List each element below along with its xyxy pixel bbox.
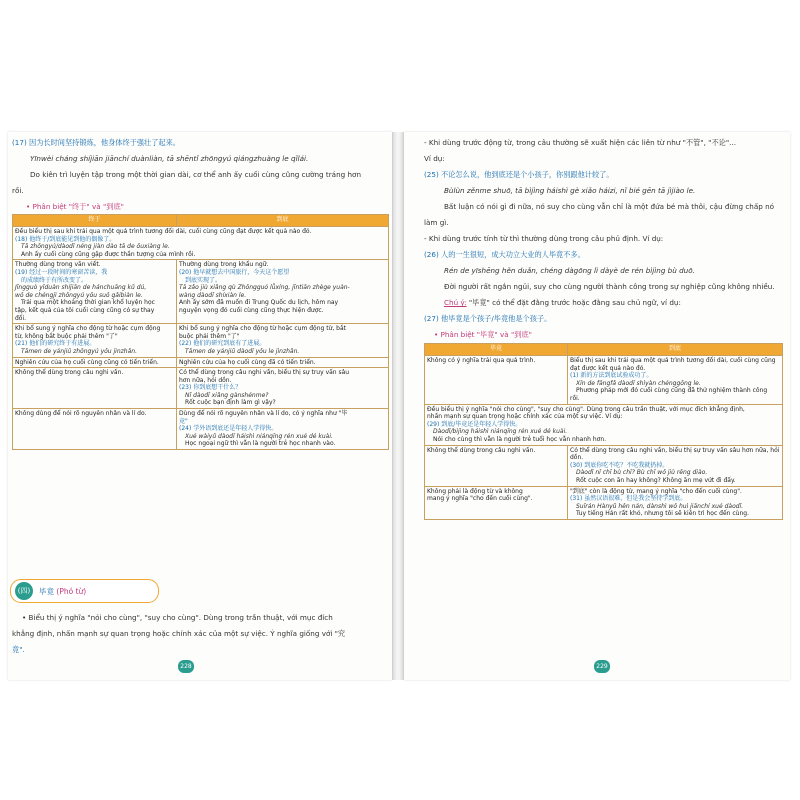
cell-chinese: (31) 虽然汉语很难，但是我会坚持学到底。 [570,495,687,503]
example-27-chinese: (27) 他毕竟是个孩子/毕竟他是个孩子。 [424,314,552,323]
table-row [425,356,783,405]
cell-chinese: 的成绩终于有所改变了。 [21,276,88,284]
cell-pinyin: Tāmen de yánjiū dàodǐ yǒu le jìnzhǎn. [185,347,300,355]
cell-pinyin: wǒ de chéngjì zhōngyú yǒu suǒ gǎibiàn le. [15,291,143,299]
cell-text: mang ý nghĩa "cho đến cuối cùng". [427,495,533,503]
table-row [13,409,389,450]
example-17-vi-1: Do kiên trì luyện tập trong một thời gian dài, cơ thể anh ấy cuối cùng cũng cường tráng hơn [30,170,361,179]
bullet-line-1: • Biểu thị ý nghĩa "nói cho cùng", "suy cho cùng". Dùng trong trần thuật, với mục đích [22,613,333,622]
example-26-vietnamese: Đời người rất ngắn ngủi, suy cho cùng người thành công trong sự nghiệp cũng không nhiều. [444,282,775,291]
cell-text: Anh ấy cuối cùng cũng gặp được thần tượng của mình rồi. [21,250,196,258]
table-header-2: 到底 [177,215,389,227]
table-header-1: 毕竟 [425,344,568,356]
cell-text: đổi. [15,314,27,322]
cell-chinese: (1) 新的方法到底试验成功了。 [570,372,653,380]
cell-pinyin: Tā zǎo jiù xiǎng qù Zhōngguó lǚxíng, jīntiān zhège yuàn- [179,284,350,292]
cell-pinyin: wàng dàodǐ shíxiàn le. [179,291,247,299]
page-right [404,132,790,680]
cell-text: rồi. [570,394,580,402]
cell-text: nguyện vọng đó cuối cùng cũng thực hiện được. [179,306,324,314]
section-label-text [39,586,86,597]
example-25-vi-1: Bất luận có nói gì đi nữa, nó suy cho cùng vẫn chỉ là một đứa bé mà thôi, cậu đừng chấp nó [444,202,775,211]
distinguish-heading-right: • Phân biệt "毕竟" và "到底" [434,330,532,339]
example-17-vi-2: rồi. [12,186,24,195]
cell-text: Thường dùng trong khẩu ngữ. [179,261,269,269]
section-label-chinese: 毕竟 [39,587,54,596]
cell-text: Dùng để nói rõ nguyên nhân và lí do, có ý nghĩa như "毕 [179,410,348,418]
example-26-pinyin: Rén de yīshēng hěn duǎn, chéng dàgōng lì dàyè de rén bìjìng bù duō. [444,266,695,275]
cell-text: Khi bổ sung ý nghĩa cho động từ hoặc cụm động từ, bắt [179,325,347,333]
section-number-badge: (四) [15,582,33,600]
cell-pinyin: Xīn de fāngfǎ dàodǐ shìyàn chénggōng le. [576,379,701,387]
cell-pinyin: Jīngguò yīduàn shíjiān de hánchuāng kǔ dú, [15,284,147,292]
cell-text: Thường dùng trong văn viết. [15,261,101,269]
cell-text: Nghiên cứu của họ cuối cùng cũng có tiến triển. [15,358,159,366]
cell-chinese: 到底实现了。 [185,276,222,284]
cell-pinyin: Nǐ dàodǐ xiǎng gànshénme? [185,391,269,399]
cell-pinyin: Xué wàiyǔ dàodǐ háishì niánqīng rén xué dé kuài. [185,432,333,440]
cell-text: Tuy tiếng Hán rất khó, nhưng tôi sẽ kiên trì học đến cùng. [576,510,750,518]
cell-text: Không dùng để nói rõ nguyên nhân và lí do. [15,410,147,418]
cell-text: nhấn mạnh sự quan trọng hoặc chính xác của một sự việc. Ví dụ: [427,413,623,421]
cell-pinyin: Dàodǐ nǐ chī bù chī? Bù chī wǒ jiù rēng diào. [576,469,708,477]
example-17-pinyin: Yīnwèi cháng shíjiān jiānchí duànliàn, tā shēntǐ zhōngyú qiángzhuàng le qǐlái. [30,154,309,163]
cell-pinyin: Tā zhōngyú/dàodǐ néng jiàn dào tā de ǒuxiàng le. [21,243,170,251]
section-label-type: (Phó từ) [56,587,87,596]
cell-text: Nói cho cùng thì vẫn là người trẻ tuổi học vẫn nhanh hơn. [433,435,607,443]
cell-chinese: 竟" [179,417,188,425]
cell-text: Đều biểu thị ý nghĩa "nói cho cùng", "suy cho cùng". Dùng trong câu trần thuật, với mục đích khẳng định, [427,405,745,413]
cell-chinese: (24) 学外语到底还是年轻人学得快。 [179,425,278,433]
cell-text: hơn nữa, hỏi dồn. [179,376,232,384]
bullet-line-2: khẳng định, nhấn mạnh sự quan trọng hoặc chính xác của một sự việc. Ý nghĩa giống với "究 [12,629,346,638]
note-verb-usage: - Khi dùng trước động từ, trong câu thường sẽ xuất hiện các liên từ như "不管", "不论"... [424,138,736,147]
page-left [8,132,392,680]
cell-text: Không có ý nghĩa trải qua quá trình. [427,357,536,364]
cell-chinese: (23) 你到底想干什么？ [179,384,242,392]
page-number-right: 229 [594,660,610,673]
table-row [425,404,783,445]
page-number-left: 228 [178,660,194,673]
cell-chinese: (18) 他终于/到底能见到他的偶像了。 [15,235,116,243]
comparison-table-left [12,214,389,450]
attention-label: Chú ý: [444,298,467,307]
table-row [13,357,389,368]
cell-chinese: (30) 到底你吃不吃？不吃我就扔掉。 [570,461,669,469]
cell-text: Đều biểu thị sau khi trải qua một quá trình tương đối dài, cuối cùng cũng đạt được kết quả nào đó. [15,228,312,235]
cell-text: Học ngoại ngữ thì vẫn là người trẻ học nhanh vào. [185,440,336,448]
cell-pinyin: Tāmen de yánjiū zhōngyú yǒu jìnzhǎn. [21,347,137,355]
table-row [13,260,389,324]
cell-text: Rốt cuộc con ăn hay không? Không ăn mẹ vứt đi đấy. [576,476,736,484]
attention-text: "毕竟" có thể đặt đằng trước hoặc đằng sau chủ ngữ, ví dụ: [466,298,681,307]
cell-text: Trải qua một khoảng thời gian khổ luyện học [21,299,155,307]
cell-chinese: (22) 他们的研究到底有了进展。 [179,340,266,348]
table-row [13,324,389,357]
cell-pinyin: Dàodǐ/bìjìng háishì niánqīng rén xué dé kuài. [433,428,568,436]
cell-text: Rốt cuộc bạn định làm gì vậy? [185,399,276,407]
note-adjective-usage: - Khi dùng trước tính từ thì thường dùng trong câu phủ định. Ví dụ: [424,234,664,243]
table-header-1: 终于 [13,215,177,227]
cell-text: dồn. [570,454,584,462]
cell-text: tập, kết quả của tôi cuối cùng cũng có sự thay [15,306,155,314]
cell-text: "到底" còn là động từ, mang ý nghĩa "cho đến cuối cùng". [570,487,742,495]
example-17-chinese: (17) 因为长时间坚持锻炼，他身体终于强壮了起来。 [12,138,180,147]
cell-text: Không thể dùng trong câu nghi vấn. [427,446,536,454]
example-25-pinyin: Bùlùn zěnme shuō, tā bìjìng háishì gè xiǎo háizi, nǐ bié gēn tā jìjiào le. [444,186,696,195]
example-26-chinese: (26) 人的一生很短，成大功立大业的人毕竟不多。 [424,250,585,259]
cell-chinese: (19) 经过一段时间的寒窗苦读，我 [15,268,108,276]
cell-text: Phương pháp mới đó cuối cùng cũng đã thử nghiệm thành công [576,387,768,395]
example-25-chinese: (25) 不论怎么说，他到底还是个小孩子，你别跟他计较了。 [424,170,614,179]
cell-chinese: (20) 他早就想去中国旅行，今天这个愿望 [179,268,290,276]
distinguish-heading: • Phân biệt "终于" và "到底" [26,202,124,211]
cell-text: Anh ấy sớm đã muốn đi Trung Quốc du lịch, hôm nay [179,299,339,307]
table-row [425,486,783,519]
book-spine [392,132,404,680]
comparison-table-right [424,343,783,520]
cell-text: Khi bổ sung ý nghĩa cho động từ hoặc cụm động [15,325,161,333]
cell-text: từ, không bắt buộc phải thêm "了" [15,332,118,340]
bullet-line-3: 竟". [12,645,25,654]
note-verb-usage-example: Ví dụ: [424,154,445,163]
note-attention [444,298,681,307]
section-label-pill [10,579,159,603]
example-25-vi-2: làm gì. [424,218,449,227]
cell-pinyin: Suīrán Hànyǔ hěn nán, dànshì wǒ huì jiānchí xué dàodǐ. [576,502,744,510]
cell-text: Không phải là động từ và không [427,487,523,495]
cell-text: buộc phải thêm "了" [179,332,240,340]
cell-text: Có thể dùng trong câu nghi vấn, biểu thị sự truy vấn sâu [179,369,350,377]
cell-chinese: (21) 他们的研究终于有进展。 [15,340,96,348]
cell-text: Nghiên cứu của họ cuối cùng đã có tiến triển. [179,358,316,366]
table-row [425,445,783,486]
cell-text: đạt được kết quả nào đó. [570,364,646,372]
cell-text: Không thể dùng trong câu nghi vấn. [15,369,124,377]
table-row [13,368,389,409]
table-header-2: 到底 [568,344,783,356]
table-row [13,227,389,260]
cell-text: Có thể dùng trong câu nghi vấn, biểu thị sự truy vấn sâu hơn nữa, hỏi [570,446,780,454]
cell-text: Biểu thị sau khi trải qua một quá trình tương đối dài, cuối cùng cũng [570,357,776,364]
cell-chinese: (29) 到底/毕竟还是年轻人学得快。 [427,420,522,428]
